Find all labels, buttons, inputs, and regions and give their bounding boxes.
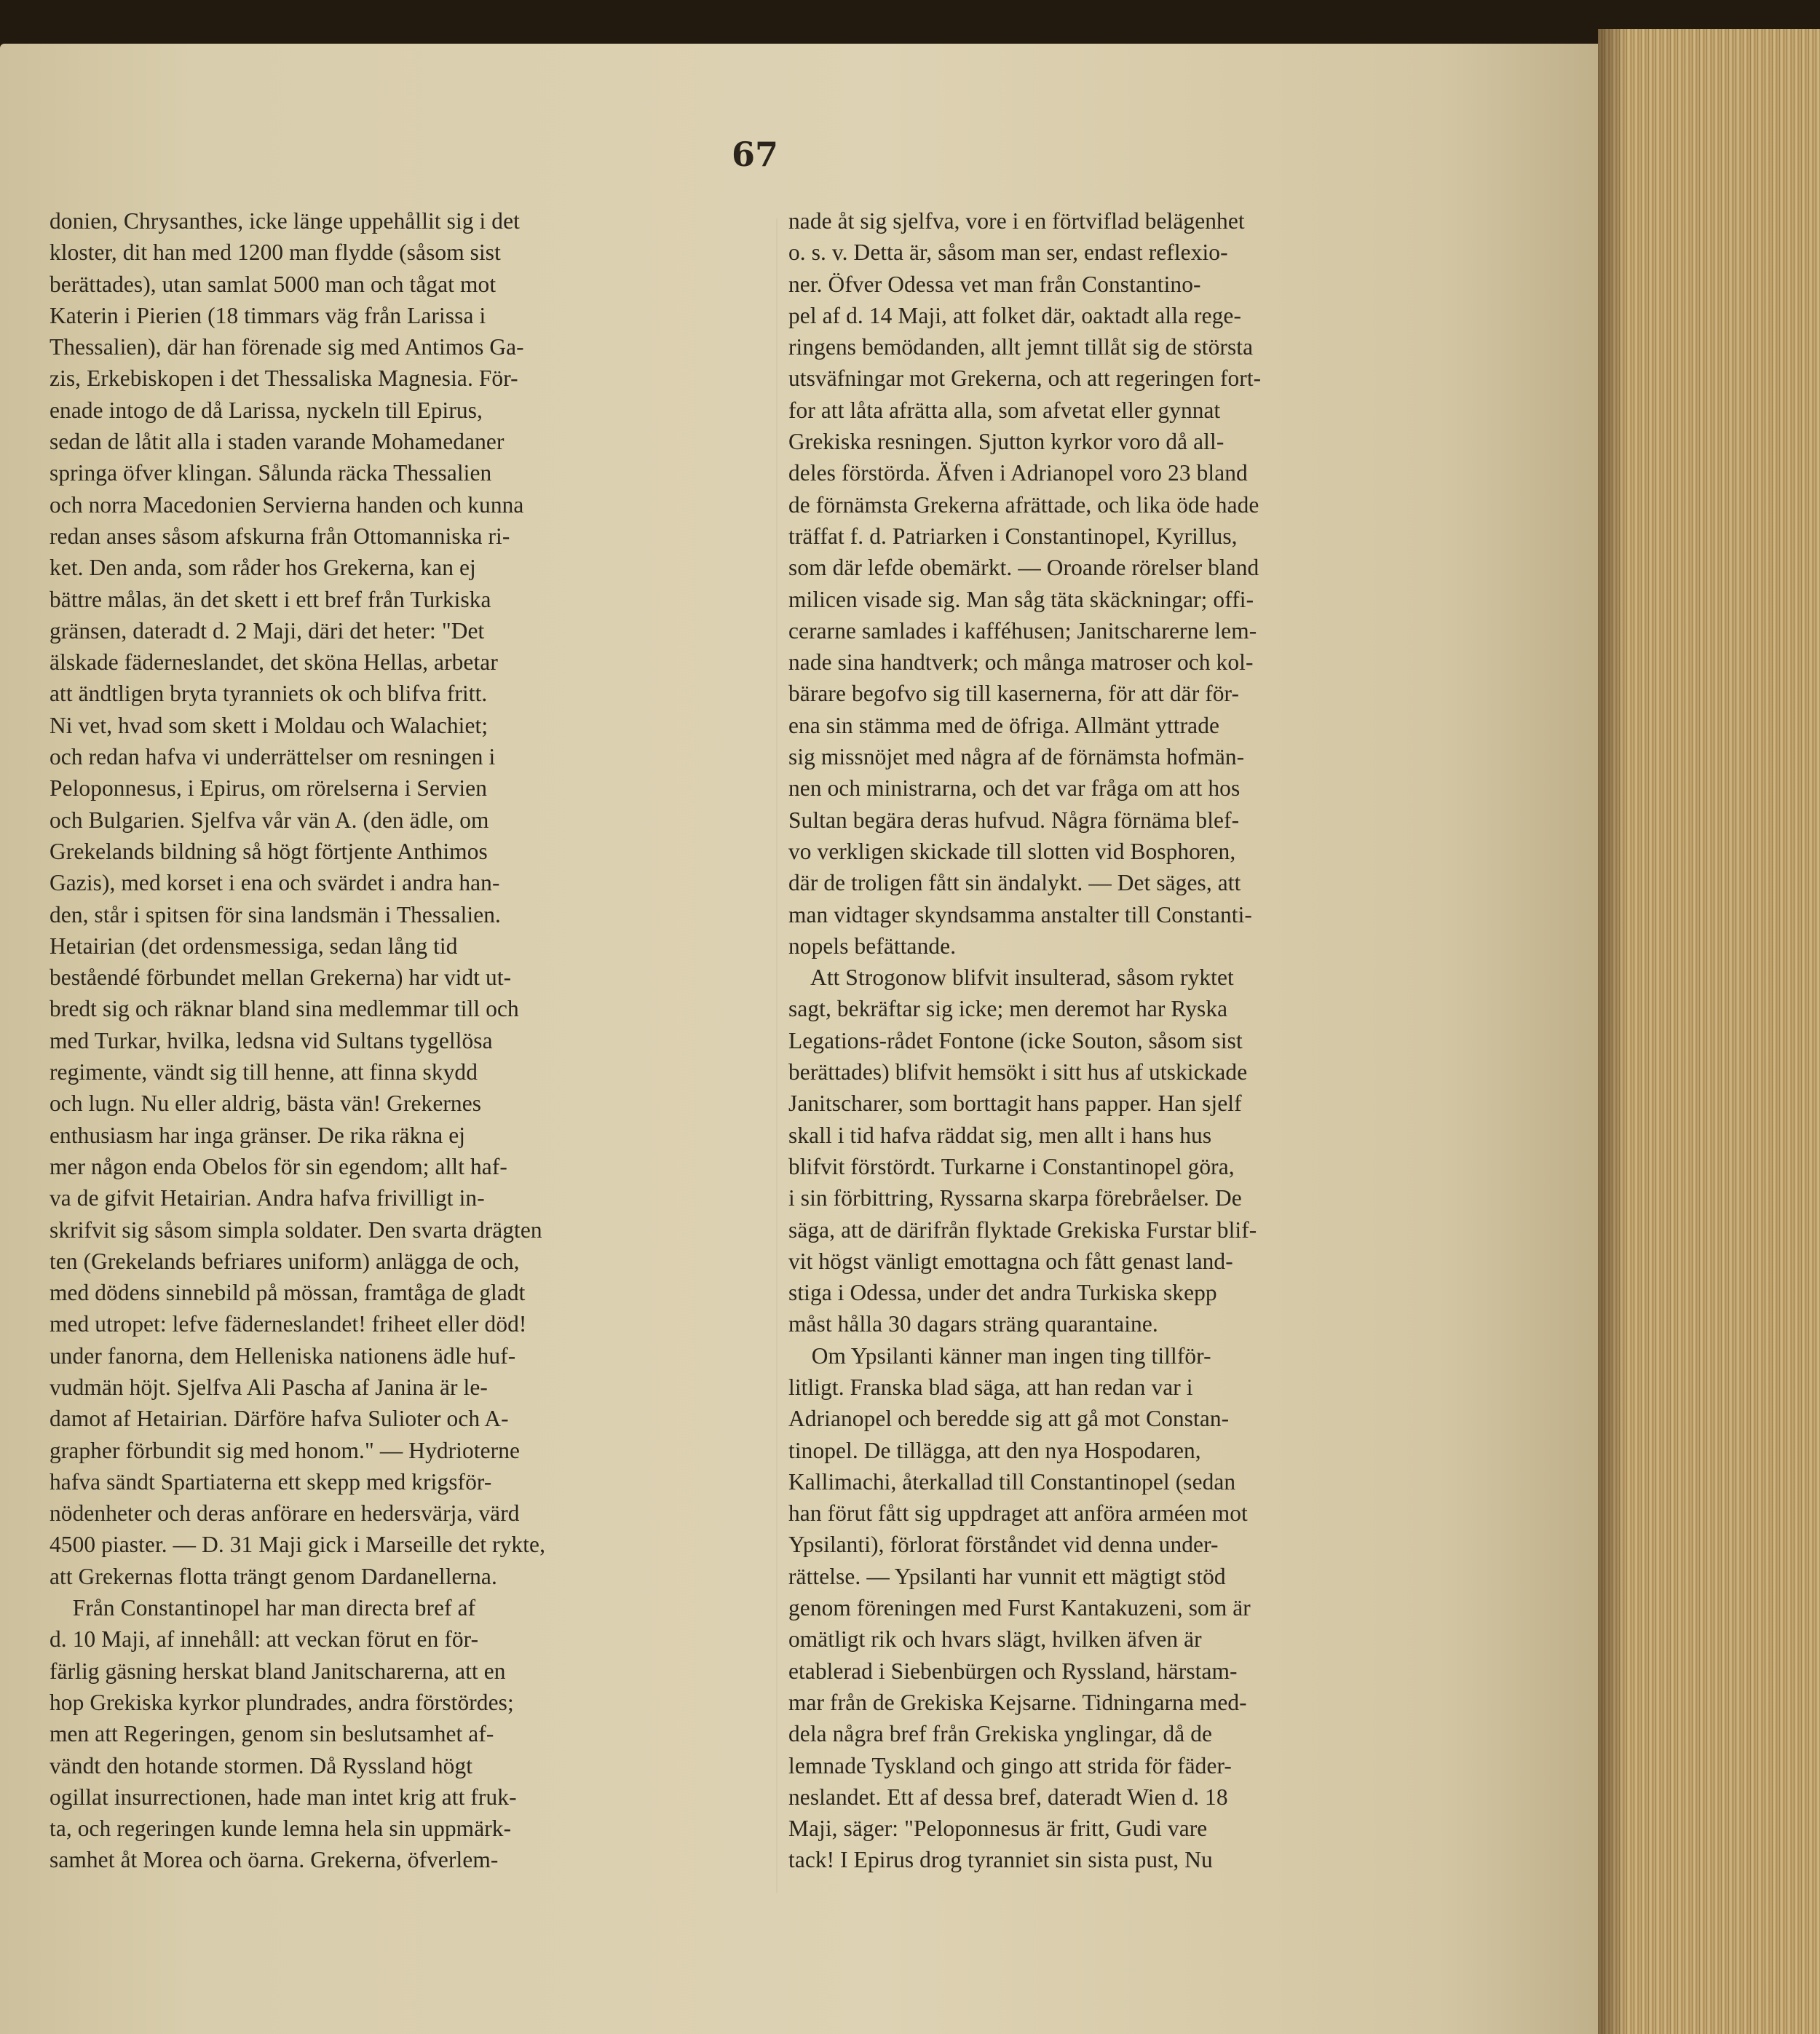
left-column-line: Grekelands bildning så högt förtjente Anthimos <box>50 838 488 864</box>
right-column-line: etablerad i Siebenbürgen och Ryssland, härstam- <box>788 1658 1238 1684</box>
left-column-line: Katerin i Pierien (18 timmars väg från Larissa i <box>50 302 486 328</box>
left-column-line: damot af Hetairian. Därföre hafva Sulioter och A- <box>50 1406 509 1432</box>
right-column-line: Maji, säger: "Peloponnesus är fritt, Gudi vare <box>788 1816 1208 1842</box>
left-column-line: samhet åt Morea och öarna. Grekerna, öfverlem- <box>50 1847 499 1873</box>
right-column-line: Grekiska resningen. Sjutton kyrkor voro då all- <box>788 429 1224 455</box>
right-column-line: Adrianopel och beredde sig att gå mot Constan- <box>788 1406 1230 1432</box>
right-column-line: milicen visade sig. Man såg täta skäckningar; offi- <box>788 586 1254 612</box>
right-column-line: i sin förbittring, Ryssarna skarpa förebråelser. De <box>788 1185 1242 1211</box>
left-column-line: zis, Erkebiskopen i det Thessaliska Magnesia. För- <box>50 365 518 392</box>
left-column-line: och redan hafva vi underrättelser om resningen i <box>50 744 496 770</box>
left-column-line: att ändtligen bryta tyranniets ok och blifva fritt. <box>50 681 488 707</box>
right-column-line: nen och ministrarna, och det var fråga om att hos <box>788 775 1241 802</box>
right-column-line: stiga i Odessa, under det andra Turkiska skepp <box>788 1280 1217 1306</box>
left-column-line: vudmän höjt. Sjelfva Ali Pascha af Janina är le- <box>50 1374 488 1400</box>
left-column-line: springa öfver klingan. Sålunda räcka Thessalien <box>50 460 492 486</box>
left-column-line: och Bulgarien. Sjelfva vår vän A. (den ädle, om <box>50 807 489 833</box>
right-column-line: som där lefde obemärkt. — Oroande rörelser bland <box>788 555 1259 581</box>
right-column-line: ner. Öfver Odessa vet man från Constantino- <box>788 271 1201 297</box>
left-column-line: Peloponnesus, i Epirus, om rörelserna i Servien <box>50 775 488 802</box>
left-column-line: regimente, vändt sig till henne, att finna skydd <box>50 1059 478 1085</box>
right-column-line: neslandet. Ett af dessa bref, dateradt Wien d. 18 <box>788 1784 1228 1810</box>
left-column-line: under fanorna, dem Helleniska nationens ädle huf- <box>50 1342 516 1369</box>
right-column-line: tinopel. De tillägga, att den nya Hospodaren, <box>788 1437 1201 1463</box>
page-number: 67 <box>732 135 779 174</box>
right-column-line: dela några bref från Grekiska ynglingar, då de <box>788 1721 1213 1747</box>
left-column-line: beståendé förbundet mellan Grekerna) har vidt ut- <box>50 965 512 991</box>
right-column-line: nade sina handtverk; och många matroser och kol- <box>788 649 1254 676</box>
left-column-line: med dödens sinnebild på mössan, framtåga de gladt <box>50 1280 526 1306</box>
right-column-line: Kallimachi, återkallad till Constantinopel (sedan <box>788 1468 1236 1495</box>
left-column-line: och norra Macedonien Servierna handen och kunna <box>50 491 524 518</box>
right-column-line: nade åt sig sjelfva, vore i en förtviflad belägenhet <box>788 208 1245 234</box>
left-column-line: mer någon enda Obelos för sin egendom; allt haf- <box>50 1153 507 1179</box>
right-column-line: de förnämsta Grekerna afrättade, och lika öde hade <box>788 491 1259 518</box>
right-column-line: säga, att de därifrån flyktade Grekiska Furstar blif- <box>788 1216 1257 1243</box>
left-column-line: 4500 piaster. — D. 31 Maji gick i Marseille det rykte, <box>50 1532 546 1558</box>
right-column-line: Att Strogonow blifvit insulterad, såsom ryktet <box>788 965 1234 991</box>
right-column-line: träffat f. d. Patriarken i Constantinopel, Kyrillus, <box>788 523 1238 549</box>
right-text-column <box>788 205 1516 1876</box>
right-column-line: pel af d. 14 Maji, att folket där, oaktadt alla rege- <box>788 302 1242 328</box>
left-column-line: enthusiasm har inga gränser. De rika räkna ej <box>50 1122 466 1148</box>
right-column-line: ringens bemödanden, allt jemnt tillåt sig de största <box>788 334 1254 360</box>
left-column-line: att Grekernas flotta trängt genom Dardanellerna. <box>50 1563 497 1589</box>
page-edges <box>1598 29 1820 2034</box>
left-column-line: nödenheter och deras anförare en hedersvärja, värd <box>50 1500 520 1527</box>
right-column-line: o. s. v. Detta är, såsom man ser, endast reflexio- <box>788 240 1228 266</box>
left-column-line: Thessalien), där han förenade sig med Antimos Ga- <box>50 334 524 360</box>
right-column-line: deles förstörda. Äfven i Adrianopel voro 23 bland <box>788 460 1248 486</box>
right-column-line: sagt, bekräftar sig icke; men deremot har Ryska <box>788 996 1228 1022</box>
right-column-line: skall i tid hafva räddat sig, men allt i hans hus <box>788 1122 1212 1148</box>
left-column-line: Gazis), med korset i ena och svärdet i andra han- <box>50 870 500 896</box>
right-column-line: for att låta afrätta alla, som afvetat eller gynnat <box>788 397 1221 423</box>
right-column-line: lemnade Tyskland och gingo att strida för fäder- <box>788 1752 1232 1778</box>
left-column-line: kloster, dit han med 1200 man flydde (såsom sist <box>50 240 501 266</box>
left-column-line: bättre målas, än det skett i ett bref från Turkiska <box>50 586 491 612</box>
right-column-line: Om Ypsilanti känner man ingen ting tillför- <box>788 1342 1211 1369</box>
left-column-line: älskade fäderneslandet, det sköna Hellas, arbetar <box>50 649 498 676</box>
right-column-line: bärare begofvo sig till kasernerna, för att där för- <box>788 681 1240 707</box>
left-column-line: Hetairian (det ordensmessiga, sedan lång tid <box>50 933 458 959</box>
right-column-line: omätligt rik och hvars slägt, hvilken äfven är <box>788 1626 1202 1653</box>
left-column-line: donien, Chrysanthes, icke länge uppehållit sig i det <box>50 208 520 234</box>
right-column-line: cerarne samlades i kafféhusen; Janitscharerne lem- <box>788 617 1257 644</box>
left-column-line: ten (Grekelands befriares uniform) anlägga de och, <box>50 1248 520 1274</box>
right-column-line: litligt. Franska blad säga, att han redan var i <box>788 1374 1193 1400</box>
right-column-line: blifvit förstördt. Turkarne i Constantinopel göra, <box>788 1153 1235 1179</box>
right-column-line: Legations-rådet Fontone (icke Souton, såsom sist <box>788 1027 1243 1053</box>
right-column-line: berättades) blifvit hemsökt i sitt hus af utskickade <box>788 1059 1248 1085</box>
right-column-line: Janitscharer, som borttagit hans papper. Han sjelf <box>788 1091 1242 1117</box>
right-column-line: man vidtager skyndsamma anstalter till Constanti- <box>788 901 1252 927</box>
left-column-line: med Turkar, hvilka, ledsna vid Sultans tygellösa <box>50 1027 493 1053</box>
left-column-line: hop Grekiska kyrkor plundrades, andra förstördes; <box>50 1689 514 1715</box>
right-column-line: sig missnöjet med några af de förnämsta hofmän- <box>788 744 1245 770</box>
left-column-line: sedan de låtit alla i staden varande Mohamedaner <box>50 429 505 455</box>
right-column-line: nopels befättande. <box>788 933 957 959</box>
right-column-line: Ypsilanti), förlorat förståndet vid denna under- <box>788 1532 1219 1558</box>
left-column-line: berättades), utan samlat 5000 man och tågat mot <box>50 271 496 297</box>
right-column-line: han förut fått sig uppdraget att anföra arméen mot <box>788 1500 1248 1527</box>
left-column-line: skrifvit sig såsom simpla soldater. Den svarta drägten <box>50 1216 542 1243</box>
left-column-line: enade intogo de då Larissa, nyckeln till Epirus, <box>50 397 483 423</box>
left-column-line: vändt den hotande stormen. Då Ryssland högt <box>50 1752 473 1778</box>
left-column-line: bredt sig och räknar bland sina medlemmar till och <box>50 996 519 1022</box>
right-column-line: vit högst vänligt emottagna och fått genast land- <box>788 1248 1233 1274</box>
left-column-line: ta, och regeringen kunde lemna hela sin uppmärk- <box>50 1816 512 1842</box>
right-column-line: vo verkligen skickade till slotten vid Bosphoren, <box>788 838 1236 864</box>
right-column-line: rättelse. — Ypsilanti har vunnit ett mägtigt stöd <box>788 1563 1226 1589</box>
left-column-line: men att Regeringen, genom sin beslutsamhet af- <box>50 1721 494 1747</box>
left-column-line: redan anses såsom afskurna från Ottomanniska ri- <box>50 523 510 549</box>
right-column-line: tack! I Epirus drog tyranniet sin sista pust, Nu <box>788 1847 1213 1873</box>
column-gutter <box>776 218 778 1893</box>
left-column-line: grapher förbundit sig med honom." — Hydrioterne <box>50 1437 521 1463</box>
left-column-line: Ni vet, hvad som skett i Moldau och Walachiet; <box>50 712 488 738</box>
right-column-line: där de troligen fått sin ändalykt. — Det säges, att <box>788 870 1241 896</box>
right-column-line: genom föreningen med Furst Kantakuzeni, som är <box>788 1595 1251 1621</box>
right-column-line: Sultan begära deras hufvud. Några förnäma blef- <box>788 807 1240 833</box>
right-column-line: ena sin stämma med de öfriga. Allmänt yttrade <box>788 712 1220 738</box>
left-column-line: den, står i spitsen för sina landsmän i Thessalien. <box>50 901 502 927</box>
left-column-line: va de gifvit Hetairian. Andra hafva frivilligt in- <box>50 1185 485 1211</box>
left-column-line: färlig gäsning herskat bland Janitscharerna, att en <box>50 1658 506 1684</box>
right-column-line: utsväfningar mot Grekerna, och att regeringen fort- <box>788 365 1262 392</box>
left-column-line: hafva sändt Spartiaterna ett skepp med krigsför- <box>50 1468 492 1495</box>
left-column-line: och lugn. Nu eller aldrig, bästa vän! Grekernes <box>50 1091 482 1117</box>
left-text-column <box>50 205 770 1876</box>
right-column-line: måst hålla 30 dagars sträng quarantaine. <box>788 1311 1158 1337</box>
left-column-line: Från Constantinopel har man directa bref af <box>50 1595 476 1621</box>
left-column-line: gränsen, dateradt d. 2 Maji, däri det heter: "Det <box>50 617 485 644</box>
left-column-line: ogillat insurrectionen, hade man intet krig att fruk- <box>50 1784 517 1810</box>
left-column-line: ket. Den anda, som råder hos Grekerna, kan ej <box>50 555 476 581</box>
right-column-line: mar från de Grekiska Kejsarne. Tidningarna med- <box>788 1689 1247 1715</box>
left-column-line: d. 10 Maji, af innehåll: att veckan förut en för- <box>50 1626 479 1653</box>
left-column-line: med utropet: lefve fäderneslandet! friheet eller död! <box>50 1311 527 1337</box>
